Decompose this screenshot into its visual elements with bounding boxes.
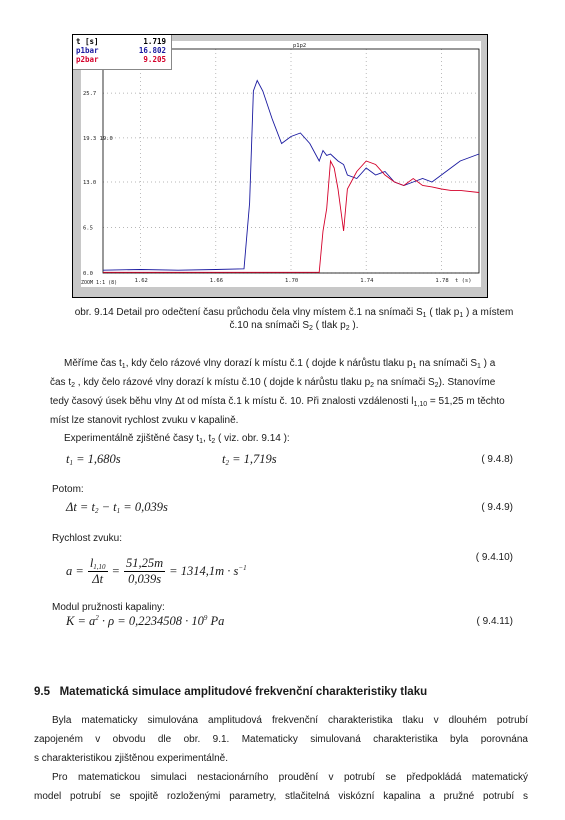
- readout-row: [76, 55, 166, 64]
- x-tick-label: 1.74: [360, 278, 374, 284]
- caption-text: ).: [349, 320, 359, 331]
- section-number: 9.5: [34, 686, 50, 698]
- fraction-l-dt: [88, 556, 108, 587]
- sub: 2: [211, 438, 216, 445]
- sub: 1: [477, 363, 481, 370]
- line: Pro matematickou simulaci nestacionárního proudění v potrubí se předpokládá matematický: [52, 772, 528, 783]
- modulus-label: Modul pružnosti kapaliny:: [52, 602, 165, 613]
- sub: 1,10: [413, 401, 428, 408]
- equation-modulus: [66, 614, 224, 629]
- line: zapojeném v obvodu dle obr. 9.1. Matematicky simulovaná charakteristika byla porovnána: [34, 734, 528, 745]
- t: t: [66, 452, 70, 466]
- equation-sound-speed: [66, 550, 247, 592]
- x-axis-unit: t (s): [455, 278, 472, 284]
- sub: 2: [434, 382, 439, 389]
- text: ( viz. obr. 9.14 ):: [215, 433, 290, 444]
- text: na snímači S: [416, 358, 477, 369]
- t: = 0,039s: [120, 500, 168, 514]
- y-tick-label: 19.3 19.0: [83, 135, 113, 142]
- then-label: Potom:: [52, 484, 84, 495]
- sub: 1,10: [93, 562, 106, 571]
- figure-caption: [64, 306, 524, 332]
- readout-value: 1.719: [143, 37, 166, 46]
- sub: 2: [94, 507, 99, 515]
- y-tick-label: 6.5: [83, 225, 93, 232]
- readout-label: p2bar: [76, 55, 99, 64]
- text: ). Stanovíme: [438, 377, 496, 388]
- x-tick-label: 1.62: [134, 278, 148, 284]
- readout-value: 9.205: [143, 55, 166, 64]
- footer-label: ZOOM 1:1 (8): [81, 280, 118, 286]
- sub: 1: [121, 363, 126, 370]
- equation-number: ( 9.4.9): [481, 502, 513, 513]
- val: = 1,680s: [72, 452, 121, 466]
- top-label: p1p2: [293, 43, 307, 49]
- paragraph-simulation: [34, 711, 528, 768]
- text: Experimentálně zjištěné časy t: [64, 433, 200, 444]
- section-heading: [34, 686, 427, 698]
- readout-row: [76, 37, 166, 46]
- caption-text: ( tlak p: [426, 307, 460, 318]
- text: ) a: [480, 358, 496, 369]
- equation-number: ( 9.4.8): [481, 454, 513, 465]
- fraction-values: [124, 556, 165, 587]
- eq: =: [111, 563, 120, 578]
- den: 0,039s: [128, 571, 162, 586]
- t: K = a: [66, 614, 96, 628]
- text: , kdy čelo rázové vlny dorazí k místu č.1 ( dojde k nárůstu tlaku p: [125, 358, 413, 369]
- plot-area: [81, 41, 481, 287]
- measurement-chart: [72, 34, 488, 298]
- sub: 2: [345, 325, 350, 332]
- num: 51,25m: [125, 555, 164, 570]
- a: a =: [66, 563, 84, 578]
- sub: 1: [459, 312, 464, 319]
- equation-t2: [222, 452, 277, 467]
- t: Pa: [207, 614, 225, 628]
- dt: Δt: [92, 571, 104, 586]
- sub: 1: [116, 507, 121, 515]
- readout-value: 16.802: [138, 46, 166, 55]
- sub: 2: [225, 459, 229, 467]
- sub: 1: [412, 363, 417, 370]
- readout-table: [76, 37, 166, 64]
- y-tick-label: 13.0: [83, 180, 97, 186]
- readout-label: p1bar: [76, 46, 99, 55]
- readout-row: [76, 46, 166, 55]
- sub: 1: [422, 312, 427, 319]
- x-tick-label: 1.70: [285, 278, 299, 284]
- equation-delta-t: [66, 500, 168, 515]
- x-tick-label: 1.66: [209, 278, 224, 284]
- line: model potrubí se spojitě rozloženými parametry, stlačitelná viskózní kapalina a pružné potrubí s: [34, 791, 528, 802]
- t: t: [222, 452, 226, 466]
- caption-text: obr. 9.14 Detail pro odečtení času průchodu čela vlny místem č.1 na snímači S: [74, 307, 423, 318]
- paragraph-model: [34, 768, 528, 806]
- line: s charakteristikou zjištěnou experimentálně.: [34, 753, 228, 764]
- caption-text: č.10 na snímači S: [229, 320, 309, 331]
- sub: 2: [71, 382, 76, 389]
- l: l: [89, 555, 94, 570]
- experimental-label: [64, 432, 290, 445]
- equation-number: ( 9.4.10): [475, 552, 513, 563]
- t: − t: [98, 500, 117, 514]
- caption-text: ) a místem: [463, 307, 514, 318]
- text: tedy časový úsek běhu vlny Δt od místa č.1 k místu č. 10. Při znalosti vzdálenosti l: [50, 396, 414, 407]
- sub: 1: [69, 459, 73, 467]
- sup: 9: [203, 613, 208, 622]
- t: Δt = t: [66, 500, 95, 514]
- caption-text: ( tlak p: [312, 320, 346, 331]
- result: = 1314,1m · s: [169, 563, 239, 578]
- text: míst lze stanovit rychlost zvuku v kapalině.: [50, 415, 239, 426]
- x-tick-label: 1.78: [435, 278, 449, 284]
- text: čas t: [50, 377, 72, 388]
- text: , kdy čelo rázové vlny dorazí k místu č.10 ( dojde k nárůstu tlaku p: [75, 377, 371, 388]
- text: = 51,25 m těchto: [427, 396, 505, 407]
- equation-number: ( 9.4.11): [476, 616, 513, 627]
- text: , t: [202, 433, 212, 444]
- line: Byla matematicky simulována amplitudová frekvenční charakteristika tlaku v dlouhém potrubí: [52, 715, 528, 726]
- t: · ρ = 0,2234508 · 10: [98, 614, 204, 628]
- val: = 1,719s: [228, 452, 277, 466]
- chart-svg: [81, 41, 481, 287]
- y-tick-label: 25.7: [83, 91, 97, 98]
- paragraph-wave-time: [50, 354, 528, 430]
- sup: 2: [95, 613, 99, 622]
- readout-panel: [73, 35, 172, 70]
- y-tick-label: 0.0: [83, 271, 93, 277]
- sub: 2: [370, 382, 375, 389]
- section-title: Matematická simulace amplitudové frekvenční charakteristiky tlaku: [59, 686, 428, 698]
- sub: 2: [308, 325, 313, 332]
- readout-label: t [s]: [76, 37, 99, 46]
- sound-speed-label: Rychlost zvuku:: [52, 533, 123, 544]
- text: na snímači S: [374, 377, 435, 388]
- text: Měříme čas t: [64, 358, 122, 369]
- sub: 1: [199, 438, 203, 445]
- sup: −1: [238, 563, 247, 572]
- equation-t1: [66, 452, 121, 467]
